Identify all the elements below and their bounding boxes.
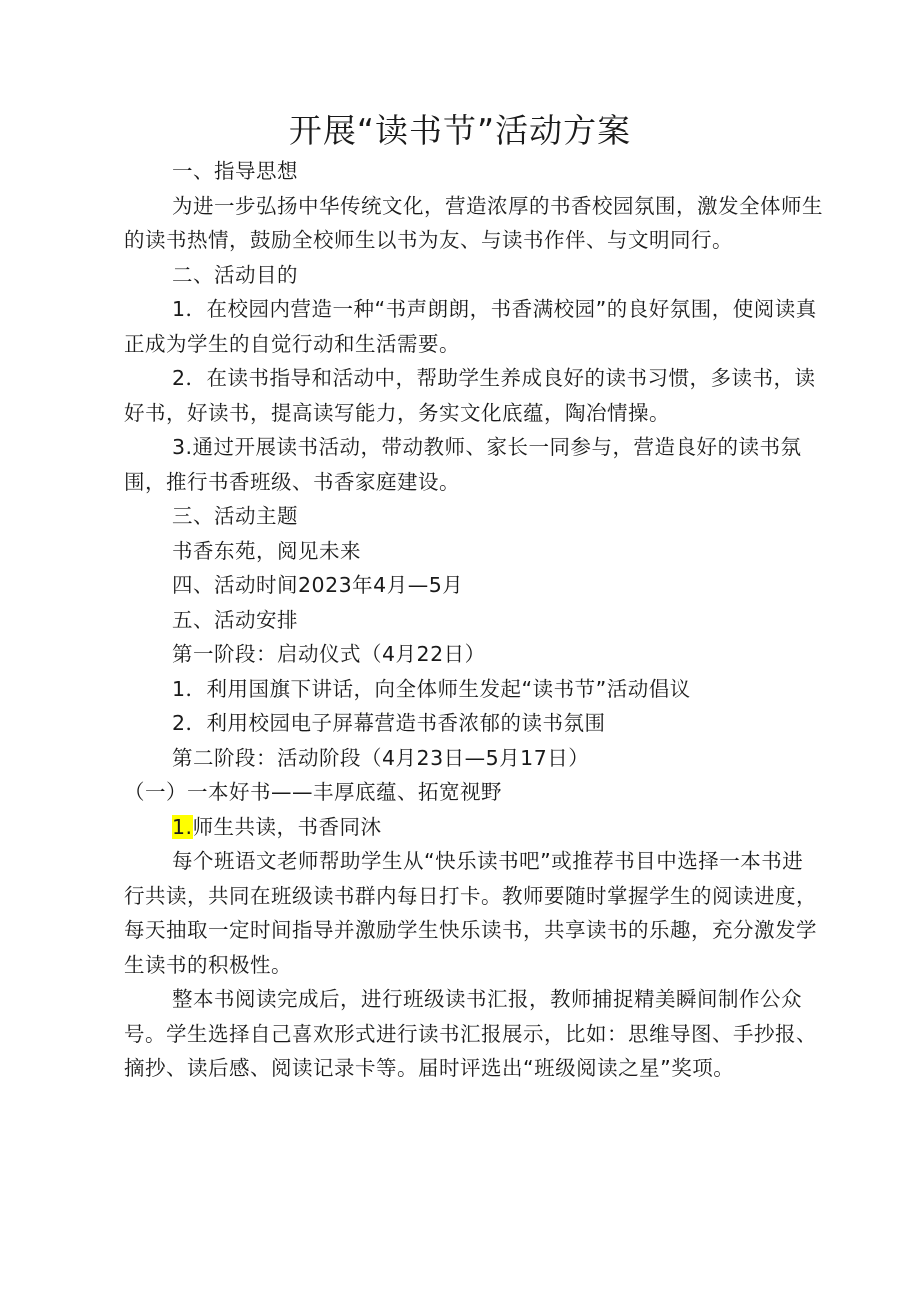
stage1-item-2: 2．利用校园电子屏幕营造书香浓郁的读书氛围 bbox=[172, 711, 606, 735]
stage2-subheading-1: （一）一本好书——丰厚底蕴、拓宽视野 bbox=[124, 780, 502, 804]
point-1-number-highlight: 1. bbox=[172, 814, 193, 839]
stage1-item-1: 1．利用国旗下讲话，向全体师生发起“读书节”活动倡议 bbox=[172, 676, 691, 701]
purpose-item-2: 2．在读书指导和活动中，帮助学生养成良好的读书习惯，多读书，读好书，好读书，提高读写能力，务实文化底蕴，陶冶情操。 bbox=[124, 366, 816, 425]
stage2-heading: 第二阶段：活动阶段（4月23日—5月17日） bbox=[172, 745, 590, 770]
purpose-item-1: 1．在校园内营造一种“书声朗朗，书香满校园”的良好氛围，使阅读真正成为学生的自觉行动和生活需要。 bbox=[124, 297, 817, 356]
stage1-heading: 第一阶段：启动仪式（4月22日） bbox=[172, 642, 486, 666]
section-heading-purpose: 二、活动目的 bbox=[172, 262, 298, 287]
section-heading-arrangement: 五、活动安排 bbox=[172, 607, 298, 632]
section-heading-theme: 三、活动主题 bbox=[172, 504, 298, 528]
section-time-line: 四、活动时间2023年4月—5月 bbox=[172, 573, 464, 597]
point-1-line bbox=[124, 810, 824, 845]
section-heading-guiding-ideology: 一、指导思想 bbox=[172, 159, 298, 183]
guiding-ideology-text: 为进一步弘扬中华传统文化，营造浓厚的书香校园氛围，激发全体师生的读书热情，鼓励全校师生以书为友、与读书作伴、与文明同行。 bbox=[124, 193, 823, 252]
paragraph-class-report: 整本书阅读完成后，进行班级读书汇报，教师捕捉精美瞬间制作公众号。学生选择自己喜欢形式进行读书汇报展示，比如：思维导图、手抄报、摘抄、读后感、阅读记录卡等。届时评选出“班级阅读之星”奖项。 bbox=[124, 987, 817, 1080]
purpose-item-3: 3.通过开展读书活动，带动教师、家长一同参与，营造良好的读书氛围，推行书香班级、书香家庭建设。 bbox=[124, 435, 802, 494]
document-title: 开展“读书节”活动方案 bbox=[288, 111, 632, 150]
document-body bbox=[124, 154, 824, 1086]
paragraph-shared-reading: 每个班语文老师帮助学生从“快乐读书吧”或推荐书目中选择一本书进行共读，共同在班级读书群内每日打卡。教师要随时掌握学生的阅读进度，每天抽取一定时间指导并激励学生快乐读书，共享读书的乐趣，充分激发学生读书的积极性。 bbox=[124, 849, 817, 977]
theme-text: 书香东苑，阅见未来 bbox=[172, 538, 361, 563]
point-1-label: 师生共读，书香同沐 bbox=[192, 814, 382, 839]
